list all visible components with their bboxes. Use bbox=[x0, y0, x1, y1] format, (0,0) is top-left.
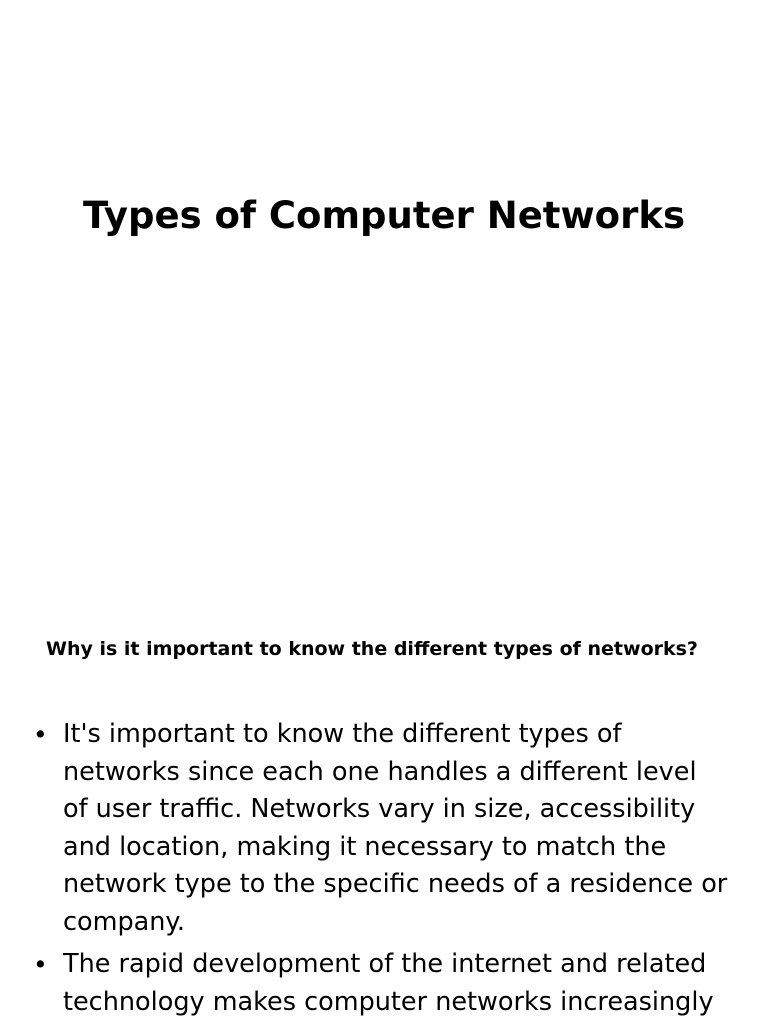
bullet-dot-icon: • bbox=[33, 950, 48, 979]
slide-subtitle: Why is it important to know the different types of networks? bbox=[46, 638, 698, 660]
slide-title: Types of Computer Networks bbox=[83, 194, 685, 237]
bullet-item bbox=[0, 946, 768, 1021]
bullet-dot-icon: • bbox=[33, 720, 48, 749]
bullet-text: It's important to know the different types of networks since each one handles a different level of user traffic. Networks vary in size, accessibility and location, making it necessary to match the network type to the specific needs of a residence or company. bbox=[63, 719, 728, 937]
bullet-item bbox=[0, 716, 768, 941]
bullet-list bbox=[0, 716, 768, 1024]
bullet-text: The rapid development of the internet and related technology makes computer networks increasingly bbox=[63, 949, 714, 1017]
